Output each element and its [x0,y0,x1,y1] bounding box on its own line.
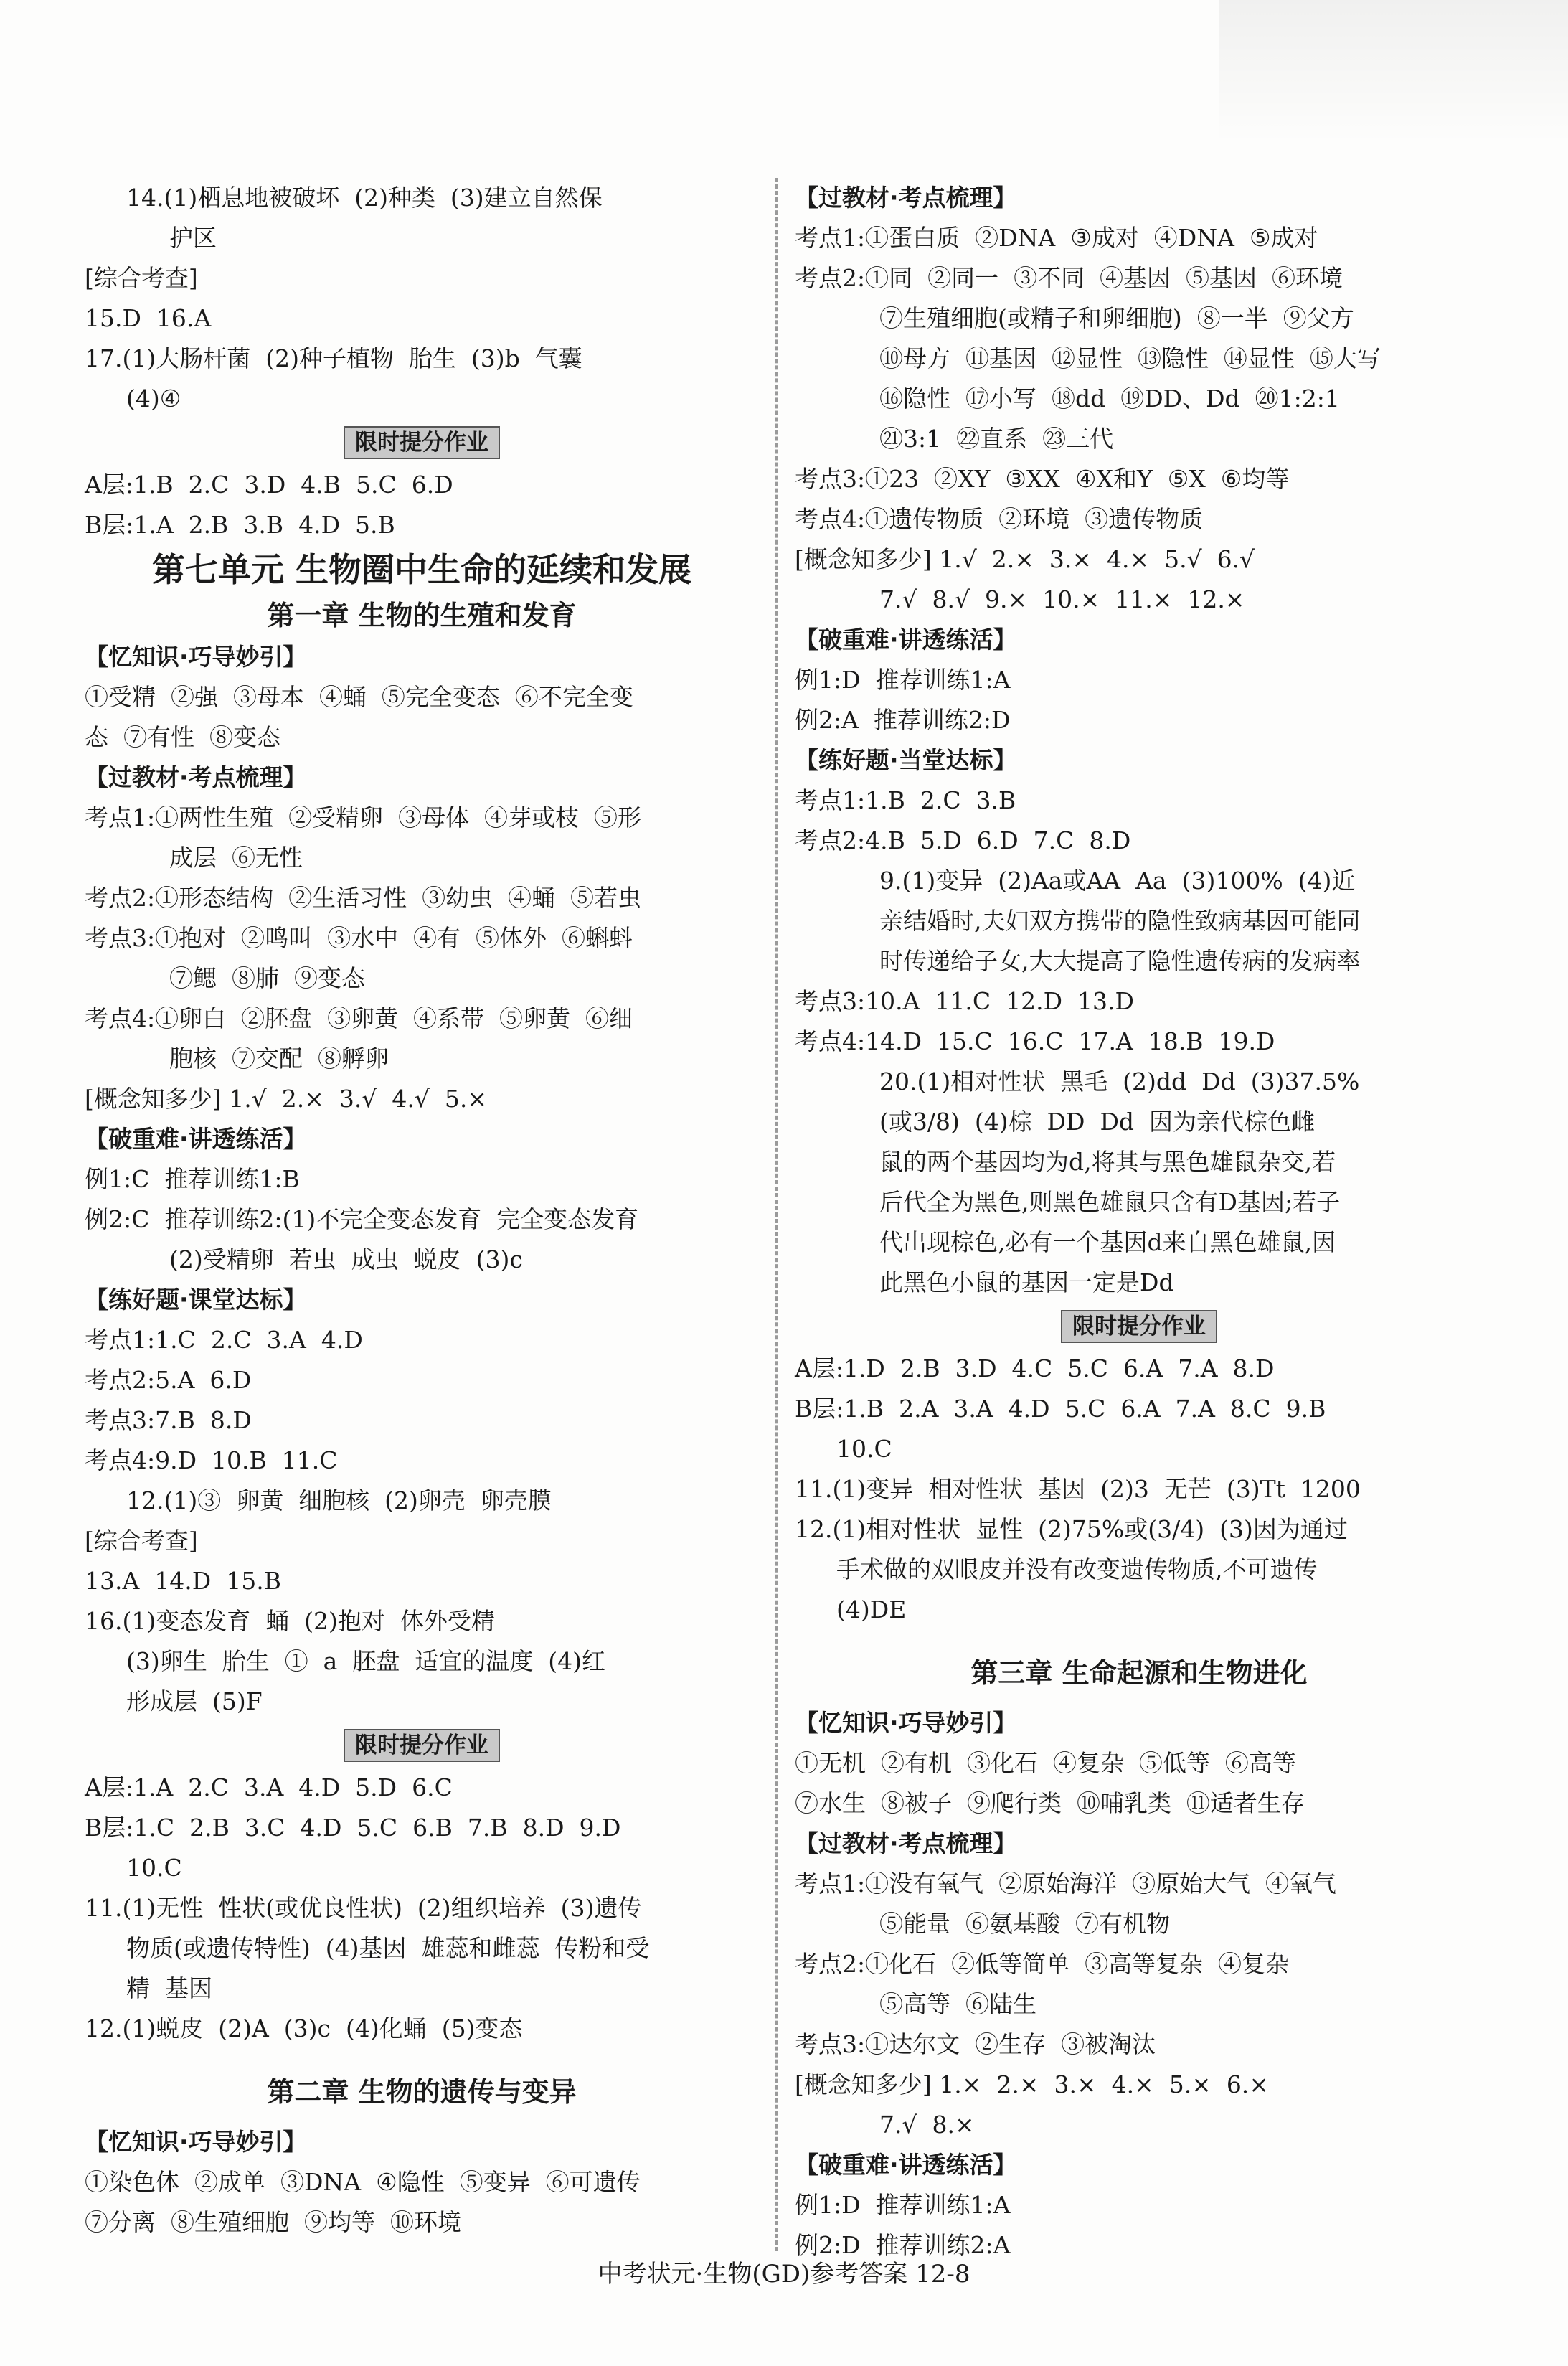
answer-line: 7.√ 8.× [879,2111,975,2139]
section-heading: 【练好题·课堂达标】 [85,1286,307,1314]
answer-line: ⑦水生 ⑧被子 ⑨爬行类 ⑩哺乳类 ⑪适者生存 [795,1789,1305,1817]
answer-line: 13.A 14.D 15.B [85,1567,281,1595]
unit-title: 第七单元 生物圈中生命的延续和发展 [151,550,691,589]
answer-line: 考点4:9.D 10.B 11.C [85,1446,338,1474]
chapter-title: 第一章 生物的生殖和发育 [267,600,577,631]
section-heading: 【破重难·讲透练活】 [795,626,1017,654]
answer-line: A层:1.D 2.B 3.D 4.C 5.C 6.A 7.A 8.D [795,1354,1275,1382]
answer-line: (2)受精卵 若虫 成虫 蜕皮 (3)c [169,1245,523,1273]
right-column [795,178,1483,2266]
section-badge-wrap [85,1722,759,1768]
answer-line: [概念知多少] 1.√ 2.× 3.√ 4.√ 5.× [85,1085,487,1113]
answer-line: 考点2:①同 ②同一 ③不同 ④基因 ⑤基因 ⑥环境 [795,264,1343,292]
answer-line: 10.C [836,1435,892,1463]
section-badge-wrap [85,419,759,465]
answer-line: B层:1.C 2.B 3.C 4.D 5.C 6.B 7.B 8.D 9.D [85,1814,621,1842]
answer-line: 考点4:①遗传物质 ②环境 ③遗传物质 [795,505,1204,533]
answer-line: 14.(1)栖息地被破坏 (2)种类 (3)建立自然保 [126,184,603,212]
answer-line: 考点1:①两性生殖 ②受精卵 ③母体 ④芽或枝 ⑤形 [85,803,642,831]
answer-line: 考点3:①23 ②XY ③XX ④X和Y ⑤X ⑥均等 [795,465,1290,493]
answer-line: B层:1.B 2.A 3.A 4.D 5.C 6.A 7.A 8.C 9.B [795,1395,1326,1423]
answer-line: 考点2:5.A 6.D [85,1366,252,1394]
answer-line: 精 基因 [126,1974,212,2002]
answer-line: 考点4:①卵白 ②胚盘 ③卵黄 ④系带 ⑤卵黄 ⑥细 [85,1004,633,1032]
answer-line: 例1:D 推荐训练1:A [795,666,1011,694]
answer-line: 12.(1)③ 卵黄 细胞核 (2)卵壳 卵壳膜 [126,1486,552,1514]
chapter-title: 第二章 生物的遗传与变异 [267,2076,577,2108]
answer-line: 考点2:①形态结构 ②生活习性 ③幼虫 ④蛹 ⑤若虫 [85,884,642,912]
answer-line: ⑦分离 ⑧生殖细胞 ⑨均等 ⑩环境 [85,2208,461,2236]
answer-line: 15.D 16.A [85,304,212,332]
answer-line: 后代全为黑色,则黑色雄鼠只含有D基因;若子 [879,1188,1341,1216]
section-heading: 【忆知识·巧导妙引】 [795,1709,1017,1737]
answer-line: (4)④ [126,385,181,413]
answer-line: [概念知多少] 1.√ 2.× 3.× 4.× 5.√ 6.√ [795,545,1255,573]
answer-line: 成层 ⑥无性 [169,844,303,872]
answer-line: 17.(1)大肠杆菌 (2)种子植物 胎生 (3)b 气囊 [85,344,582,372]
answer-line: 例2:C 推荐训练2:(1)不完全变态发育 完全变态发育 [85,1205,639,1233]
answer-line: (3)卵生 胎生 ① a 胚盘 适宜的温度 (4)红 [126,1647,606,1675]
answer-line: 亲结婚时,夫妇双方携带的隐性致病基因可能同 [879,907,1361,935]
section-badge-wrap [795,1303,1483,1349]
answer-line: 例2:D 推荐训练2:A [795,2231,1011,2259]
answer-line: ㉑3:1 ㉒直系 ㉓三代 [879,425,1114,453]
answer-line: (4)DE [836,1596,907,1623]
answer-line: ⑦生殖细胞(或精子和卵细胞) ⑧一半 ⑨父方 [879,304,1354,332]
answer-line: [概念知多少] 1.× 2.× 3.× 4.× 5.× 6.× [795,2070,1269,2098]
answer-line: 考点2:①化石 ②低等简单 ③高等复杂 ④复杂 [795,1950,1290,1978]
answer-line: 此黑色小鼠的基因一定是Dd [879,1268,1174,1296]
answer-line: ①受精 ②强 ③母本 ④蛹 ⑤完全变态 ⑥不完全变 [85,683,633,711]
answer-line: ⑤高等 ⑥陆生 [879,1990,1036,2018]
answer-line: ⑩母方 ⑪基因 ⑫显性 ⑬隐性 ⑭显性 ⑮大写 [879,344,1381,372]
answer-line: A层:1.B 2.C 3.D 4.B 5.C 6.D [85,471,453,499]
answer-line: 例2:A 推荐训练2:D [795,706,1011,734]
answer-line: 11.(1)变异 相对性状 基因 (2)3 无芒 (3)Tt 1200 [795,1475,1361,1503]
answer-line: ⑯隐性 ⑰小写 ⑱dd ⑲DD、Dd ⑳1:2:1 [879,385,1340,413]
chapter-title: 第三章 生命起源和生物进化 [970,1657,1308,1689]
answer-line: 代出现棕色,必有一个基因d来自黑色雄鼠,因 [879,1228,1336,1256]
answer-line: B层:1.A 2.B 3.B 4.D 5.B [85,511,395,539]
answer-line: 胞核 ⑦交配 ⑧孵卵 [169,1045,389,1073]
answer-line: 12.(1)相对性状 显性 (2)75%或(3/4) (3)因为通过 [795,1515,1348,1543]
section-heading: 【破重难·讲透练活】 [795,2151,1017,2179]
answer-line: 手术做的双眼皮并没有改变遗传物质,不可遗传 [836,1555,1318,1583]
answer-line: 9.(1)变异 (2)Aa或AA Aa (3)100% (4)近 [879,867,1356,895]
answer-line: 护区 [169,224,217,252]
time-limited-homework-badge: 限时提分作业 [344,426,500,459]
answer-line: [综合考查] [85,264,198,292]
answer-line: [综合考查] [85,1527,198,1555]
column-divider [775,178,778,2251]
answer-line: 形成层 (5)F [126,1687,263,1715]
answer-line: ①无机 ②有机 ③化石 ④复杂 ⑤低等 ⑥高等 [795,1749,1296,1777]
section-heading: 【过教材·考点梳理】 [795,1829,1017,1857]
answer-line: 7.√ 8.√ 9.× 10.× 11.× 12.× [879,585,1245,613]
answer-line: 鼠的两个基因均为d,将其与黑色雄鼠杂交,若 [879,1148,1336,1176]
answer-line: 考点1:①没有氧气 ②原始海洋 ③原始大气 ④氧气 [795,1870,1337,1898]
answer-line: A层:1.A 2.C 3.A 4.D 5.D 6.C [85,1773,453,1801]
answer-line: 12.(1)蜕皮 (2)A (3)c (4)化蛹 (5)变态 [85,2014,523,2042]
time-limited-homework-badge: 限时提分作业 [1061,1310,1217,1343]
section-heading: 【忆知识·巧导妙引】 [85,643,307,671]
answer-line: 考点1:①蛋白质 ②DNA ③成对 ④DNA ⑤成对 [795,224,1318,252]
answer-line: 考点3:①抱对 ②鸣叫 ③水中 ④有 ⑤体外 ⑥蝌蚪 [85,924,633,952]
answer-line: 例1:C 推荐训练1:B [85,1165,300,1193]
page-footer: 中考状元·生物(GD)参考答案 12-8 [598,2260,970,2289]
answer-line: 10.C [126,1854,182,1882]
section-heading: 【忆知识·巧导妙引】 [85,2128,307,2156]
left-column [85,178,759,2243]
section-heading: 【过教材·考点梳理】 [85,763,307,791]
answer-line: 考点4:14.D 15.C 16.C 17.A 18.B 19.D [795,1027,1275,1055]
answer-line: 考点2:4.B 5.D 6.D 7.C 8.D [795,826,1131,854]
section-heading: 【过教材·考点梳理】 [795,184,1017,212]
answer-line: 例1:D 推荐训练1:A [795,2191,1011,2219]
answer-line: 11.(1)无性 性状(或优良性状) (2)组织培养 (3)遗传 [85,1894,642,1922]
scan-shadow [1219,0,1568,143]
answer-line: 20.(1)相对性状 黑毛 (2)dd Dd (3)37.5% [879,1067,1360,1095]
section-heading: 【破重难·讲透练活】 [85,1125,307,1153]
answer-line: 考点1:1.C 2.C 3.A 4.D [85,1326,363,1354]
answer-line: ⑦鳃 ⑧肺 ⑨变态 [169,964,365,992]
answer-line: 16.(1)变态发育 蛹 (2)抱对 体外受精 [85,1607,495,1635]
answer-line: 物质(或遗传特性) (4)基因 雄蕊和雌蕊 传粉和受 [126,1934,650,1962]
answer-line: 考点3:10.A 11.C 12.D 13.D [795,987,1134,1015]
answer-line: 态 ⑦有性 ⑧变态 [85,723,280,751]
answer-line: 时传递给子女,大大提高了隐性遗传病的发病率 [879,947,1361,975]
answer-line: 考点3:①达尔文 ②生存 ③被淘汰 [795,2030,1156,2058]
answer-line: ①染色体 ②成单 ③DNA ④隐性 ⑤变异 ⑥可遗传 [85,2168,641,2196]
answer-line: (或3/8) (4)棕 DD Dd 因为亲代棕色雌 [879,1108,1316,1136]
answer-line: 考点3:7.B 8.D [85,1406,252,1434]
section-heading: 【练好题·当堂达标】 [795,746,1017,774]
time-limited-homework-badge: 限时提分作业 [344,1729,500,1762]
answer-line: ⑤能量 ⑥氨基酸 ⑦有机物 [879,1910,1170,1938]
answer-line: 考点1:1.B 2.C 3.B [795,786,1016,814]
